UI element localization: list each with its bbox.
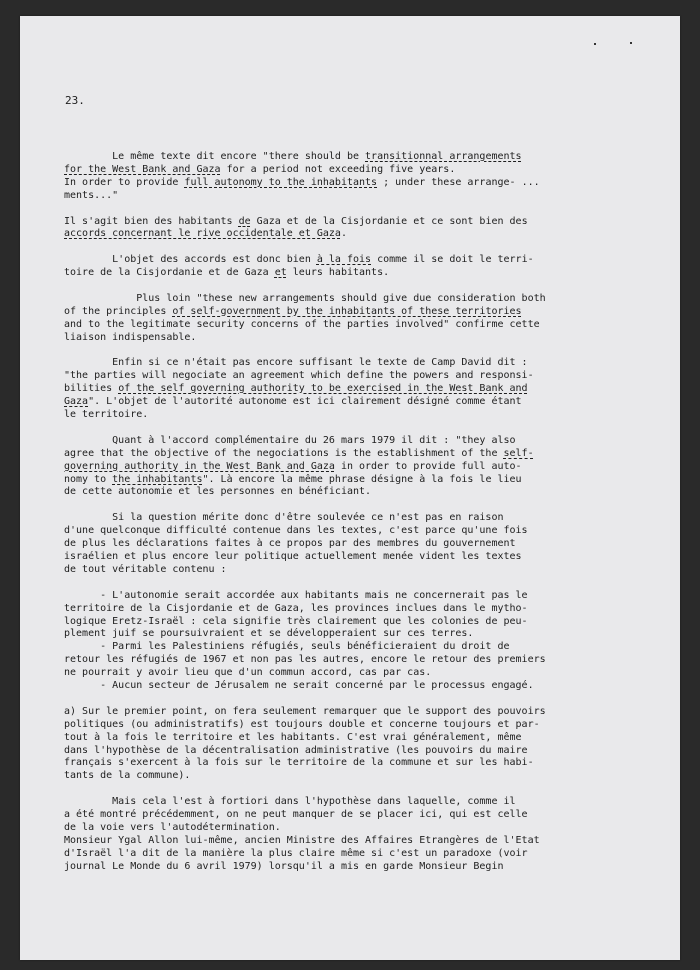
text-segment: politiques (ou administratifs) est toujours double et concerne toujours et par- xyxy=(64,718,540,730)
text-line xyxy=(64,654,609,667)
text-segment: Monsieur Ygal Allon lui-même, ancien Ministre des Affaires Etrangères de l'Etat xyxy=(64,834,540,846)
text-segment: logique Eretz-Israël : cela signifie très clairement que les colonies de peu- xyxy=(64,615,528,627)
text-line xyxy=(64,551,609,564)
text-segment: L'objet des accords est donc bien xyxy=(64,254,317,266)
text-line xyxy=(64,757,609,770)
text-line xyxy=(64,809,609,822)
text-line xyxy=(64,486,609,499)
text-line xyxy=(64,835,609,848)
text-segment: ne pourrait y avoir lieu que d'un commun accord, cas par cas. xyxy=(64,667,432,679)
paragraph-gap xyxy=(64,577,609,590)
speck xyxy=(630,42,632,44)
underlined-phrase: self- xyxy=(503,447,534,459)
paragraph xyxy=(64,590,609,693)
text-line xyxy=(64,822,609,835)
text-line xyxy=(64,448,609,461)
text-segment: nomy to xyxy=(64,473,113,485)
text-line xyxy=(64,164,609,177)
text-segment: bilities xyxy=(64,383,119,395)
text-segment: dans l'hypothèse de la décentralisation administrative (les pouvoirs du maire xyxy=(64,744,528,756)
text-segment: comme il se doit le terri- xyxy=(371,254,534,266)
underlined-phrase: governing authority in the West Bank and Gaza xyxy=(64,460,335,472)
text-line xyxy=(64,409,609,422)
paragraph-gap xyxy=(64,422,609,435)
text-segment: plement juif se poursuivraient et se développeraient sur ces terres. xyxy=(64,628,474,640)
text-line xyxy=(64,254,609,267)
text-line xyxy=(64,228,609,241)
text-segment: de tout véritable contenu : xyxy=(64,563,227,575)
underlined-phrase: the inhabitants xyxy=(112,473,203,485)
text-line xyxy=(64,177,609,190)
paragraph-gap xyxy=(64,241,609,254)
text-segment: retour les réfugiés de 1967 et non pas les autres, encore le retour des premiers xyxy=(64,654,546,666)
text-line xyxy=(64,680,609,693)
paragraph xyxy=(64,512,609,577)
text-segment: Le même texte dit encore "there should be xyxy=(64,151,366,162)
underlined-phrase: de xyxy=(238,215,251,227)
text-segment: Il s'agit bien des habitants xyxy=(64,215,239,227)
text-segment: tout à la fois le territoire et les habitants. C'est vrai généralement, même xyxy=(64,731,522,743)
text-segment: journal Le Monde du 6 avril 1979) lorsqu'il a mis en garde Monsieur Begin xyxy=(64,860,504,872)
text-line xyxy=(64,628,609,641)
text-segment: français s'exercent à la fois sur le territoire de la commune et sur les habi- xyxy=(64,757,534,769)
text-segment: "the parties will negociate an agreement which define the powers and responsi- xyxy=(64,370,534,382)
document-body xyxy=(64,151,609,874)
text-segment: - Aucun secteur de Jérusalem ne serait concerné par le processus engagé. xyxy=(64,680,534,692)
text-line xyxy=(64,564,609,577)
text-segment: israélien et plus encore leur politique actuellement menée vident les textes xyxy=(64,551,522,562)
text-line xyxy=(64,332,609,345)
text-segment: territoire de la Cisjordanie et de Gaza, les provinces inclues dans le mytho- xyxy=(64,602,528,614)
text-segment: de plus les déclarations faites à ce propos par des membres du gouvernement xyxy=(64,538,516,550)
text-segment: . xyxy=(340,228,347,240)
text-line xyxy=(64,861,609,874)
text-segment: d'une quelconque difficulté contenue dans les textes, c'est parce qu'une fois xyxy=(64,525,528,537)
underlined-phrase: transitionnal arrangements xyxy=(365,151,522,162)
text-line xyxy=(64,435,609,448)
text-segment: agree that the objective of the negociations is the establishment of the xyxy=(64,447,504,459)
paragraph xyxy=(64,254,609,280)
text-line xyxy=(64,512,609,525)
text-line xyxy=(64,590,609,603)
paragraph xyxy=(64,151,609,203)
text-segment: ". Là encore la même phrase désigne à la fois le lieu xyxy=(202,473,522,485)
paragraph xyxy=(64,796,609,873)
text-segment: d'Israël l'a dit de la manière la plus claire même si c'est un paradoxe (voir xyxy=(64,847,528,859)
text-line xyxy=(64,319,609,332)
paragraph-gap xyxy=(64,693,609,706)
text-segment: in order to provide full auto- xyxy=(334,460,522,472)
text-segment: ments..." xyxy=(64,189,119,201)
underlined-phrase: Gaza xyxy=(64,396,89,408)
paragraph-gap xyxy=(64,345,609,358)
text-line xyxy=(64,370,609,383)
text-line xyxy=(64,616,609,629)
text-segment: In order to provide xyxy=(64,176,185,188)
page-number: 23. xyxy=(65,94,85,107)
paragraph xyxy=(64,293,609,345)
text-segment: - Parmi les Palestiniens réfugiés, seuls bénéficieraient du droit de xyxy=(64,641,510,653)
underlined-phrase: for the West Bank and Gaza xyxy=(64,163,221,175)
text-segment: Gaza et de la Cisjordanie et ce sont bien des xyxy=(250,215,528,227)
paragraph xyxy=(64,706,609,783)
underlined-phrase: of the self governing authority to be exercised in the West Bank and xyxy=(118,383,528,395)
text-line xyxy=(64,603,609,616)
text-segment: de la voie vers l'autodétermination. xyxy=(64,821,281,833)
paragraph xyxy=(64,216,609,242)
text-line xyxy=(64,641,609,654)
text-line xyxy=(64,745,609,758)
text-line xyxy=(64,216,609,229)
text-segment: of the principles xyxy=(64,305,173,317)
text-segment: Enfin si ce n'était pas encore suffisant le texte de Camp David dit : xyxy=(64,357,528,369)
text-line xyxy=(64,383,609,396)
text-segment: liaison indispensable. xyxy=(64,331,197,343)
text-segment: a été montré précédemment, on ne peut manquer de se placer ici, qui est celle xyxy=(64,809,528,821)
underlined-phrase: accords concernant le rive occidentale et Gaza xyxy=(64,228,341,240)
text-line xyxy=(64,796,609,809)
text-line xyxy=(64,706,609,719)
text-line xyxy=(64,525,609,538)
text-segment: Quant à l'accord complémentaire du 26 mars 1979 il dit : "they also xyxy=(64,434,516,446)
text-line xyxy=(64,293,609,306)
underlined-phrase: full autonomy to the inhabitants xyxy=(184,176,378,188)
text-segment: Mais cela l'est à fortiori dans l'hypothèse dans laquelle, comme il xyxy=(64,796,516,808)
text-segment: and to the legitimate security concerns of the parties involved" confirme cette xyxy=(64,318,540,330)
text-segment: ; under these arrange- ... xyxy=(377,176,540,188)
text-segment: tants de la commune). xyxy=(64,770,191,782)
text-segment: Si la question mérite donc d'être soulevée ce n'est pas en raison xyxy=(64,512,504,524)
text-line xyxy=(64,719,609,732)
paragraph-gap xyxy=(64,280,609,293)
paragraph-gap xyxy=(64,499,609,512)
text-segment: leurs habitants. xyxy=(286,267,390,279)
speck xyxy=(594,43,596,45)
text-line xyxy=(64,306,609,319)
text-line xyxy=(64,190,609,203)
underlined-phrase: et xyxy=(274,267,287,279)
paragraph-gap xyxy=(64,783,609,796)
paragraph xyxy=(64,435,609,500)
underlined-phrase: à la fois xyxy=(316,254,372,266)
text-line xyxy=(64,667,609,680)
text-line xyxy=(64,474,609,487)
text-line xyxy=(64,848,609,861)
paragraph xyxy=(64,357,609,422)
text-segment: a) Sur le premier point, on fera seulement remarquer que le support des pouvoirs xyxy=(64,705,546,717)
paragraph-gap xyxy=(64,203,609,216)
text-segment: ". L'objet de l'autorité autonome est ici clairement désigné comme étant xyxy=(88,396,522,408)
text-line xyxy=(64,461,609,474)
text-line xyxy=(64,151,609,164)
text-segment: Plus loin "these new arrangements should give due consideration both xyxy=(64,292,546,304)
text-line xyxy=(64,396,609,409)
text-line xyxy=(64,538,609,551)
text-segment: toire de la Cisjordanie et de Gaza xyxy=(64,267,275,279)
underlined-phrase: of self-government by the inhabitants of these territories xyxy=(172,305,522,317)
text-line xyxy=(64,357,609,370)
text-line xyxy=(64,770,609,783)
text-segment: for a period not exceeding five years. xyxy=(220,163,456,175)
document-page xyxy=(20,16,680,960)
text-segment: - L'autonomie serait accordée aux habitants mais ne concernerait pas le xyxy=(64,589,528,601)
text-line xyxy=(64,267,609,280)
text-segment: de cette autonomie et les personnes en bénéficiant. xyxy=(64,486,372,498)
text-line xyxy=(64,732,609,745)
text-segment: le territoire. xyxy=(64,409,149,421)
